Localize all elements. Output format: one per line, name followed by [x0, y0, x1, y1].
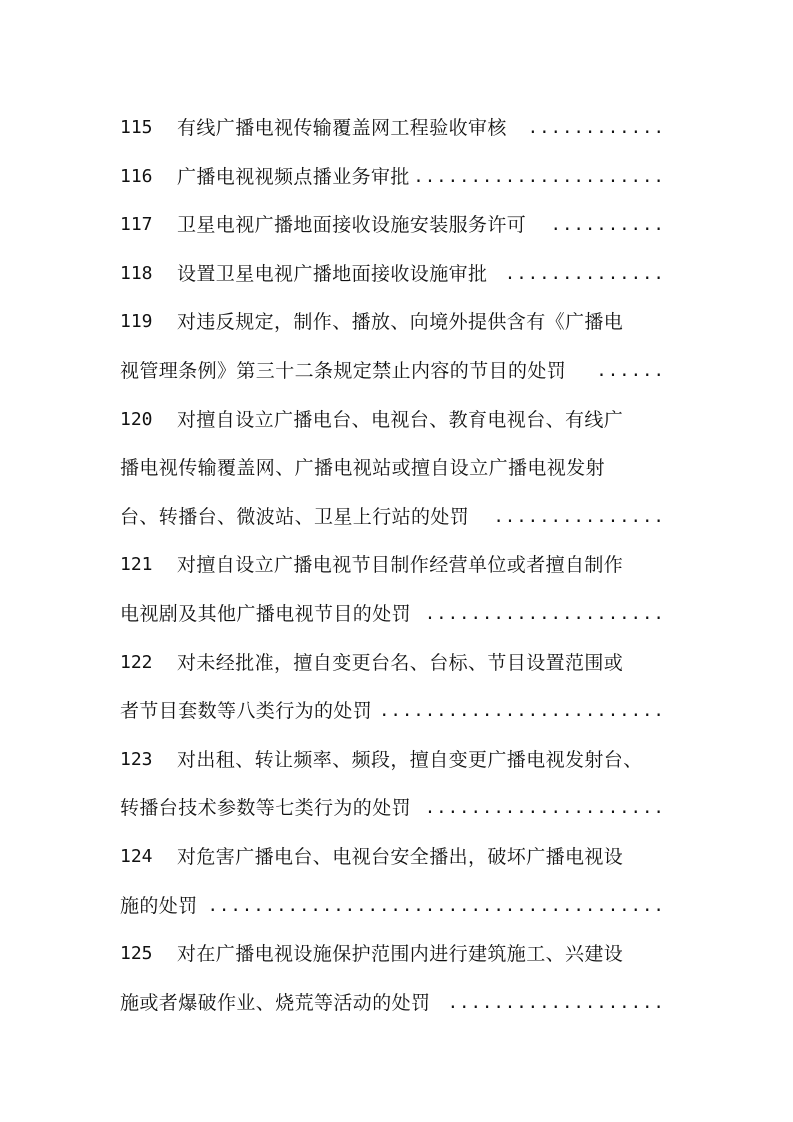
- toc-entry-117[interactable]: [120, 205, 665, 254]
- toc-entry-120-cont[interactable]: [120, 448, 665, 497]
- entry-title-line-1: 对危害广播电台、电视台安全播出，破坏广播电视设: [177, 845, 624, 868]
- toc-entry-121-cont[interactable]: [120, 594, 665, 643]
- toc-entry-119-cont[interactable]: [120, 351, 665, 400]
- entry-title-line-3: 台、转播台、微波站、卫星上行站的处罚: [120, 505, 470, 528]
- entry-number: 115: [120, 117, 153, 138]
- entry-number: 123: [120, 748, 153, 770]
- dot-leader: ......: [596, 360, 665, 381]
- entry-number: 117: [120, 214, 153, 236]
- toc-entry-118[interactable]: [120, 254, 665, 303]
- entry-title-line-2: 施或者爆破作业、烧荒等活动的处罚: [120, 991, 431, 1014]
- entry-title-line-2: 电视剧及其他广播电视节目的处罚: [120, 602, 412, 625]
- dot-leader: ......................: [413, 166, 665, 187]
- toc-entry-122-cont[interactable]: [120, 691, 665, 740]
- entry-title-line-2: 视管理条例》第三十二条规定禁止内容的节目的处罚: [120, 359, 567, 382]
- entry-title-line-1: 对在广播电视设施保护范围内进行建筑施工、兴建设: [177, 943, 624, 966]
- entry-title-line-2: 转播台技术参数等七类行为的处罚: [120, 797, 412, 820]
- entry-number: 116: [120, 165, 153, 187]
- dot-leader: ...............: [493, 506, 665, 527]
- dot-leader: .....................: [424, 798, 665, 819]
- entry-number: 125: [120, 943, 153, 965]
- entry-title: 广播电视视频点播业务审批: [177, 165, 410, 188]
- toc-entry-123[interactable]: [120, 740, 665, 789]
- entry-title-line-1: 对未经批准，擅自变更台名、台标、节目设置范围或: [177, 651, 624, 674]
- toc-entry-120[interactable]: [120, 400, 665, 449]
- toc-entry-123-cont[interactable]: [120, 788, 665, 837]
- toc-entry-124-cont[interactable]: [120, 886, 665, 935]
- entry-number: 124: [120, 845, 153, 867]
- dot-leader: ........................................: [207, 895, 665, 916]
- entry-title-line-2: 施的处罚: [120, 894, 198, 917]
- toc-entry-115[interactable]: [120, 108, 665, 157]
- dot-leader: ..............: [504, 263, 665, 284]
- toc-entry-122[interactable]: [120, 643, 665, 692]
- entry-title-line-1: 对擅自设立广播电视节目制作经营单位或者擅自制作: [177, 554, 624, 577]
- entry-title-line-1: 对擅自设立广播电台、电视台、教育电视台、有线广: [177, 408, 624, 431]
- toc-entry-125[interactable]: [120, 934, 665, 983]
- dot-leader: .....................: [424, 603, 665, 624]
- entry-number: 122: [120, 651, 153, 673]
- toc-entry-125-cont[interactable]: [120, 983, 665, 1032]
- entry-title-line-1: 对违反规定，制作、播放、向境外提供含有《广播电: [177, 311, 624, 334]
- entry-title: 设置卫星电视广播地面接收设施审批: [177, 262, 488, 285]
- entry-title: 卫星电视广播地面接收设施安装服务许可: [177, 214, 527, 237]
- dot-leader: .........................: [379, 701, 665, 722]
- toc-entry-119[interactable]: [120, 302, 665, 351]
- table-of-contents: [120, 108, 665, 1031]
- toc-entry-120-cont-2[interactable]: [120, 497, 665, 546]
- entry-title-line-1: 对出租、转让频率、频段，擅自变更广播电视发射台、: [177, 748, 643, 771]
- dot-leader: ...................: [447, 992, 665, 1013]
- entry-number: 118: [120, 262, 153, 284]
- entry-title: 有线广播电视传输覆盖网工程验收审核: [177, 117, 507, 139]
- toc-entry-124[interactable]: [120, 837, 665, 886]
- dot-leader: ..........: [550, 215, 665, 236]
- dot-leader: ............: [527, 118, 665, 138]
- toc-entry-116[interactable]: [120, 157, 665, 206]
- toc-entry-121[interactable]: [120, 545, 665, 594]
- entry-title-line-2: 播电视传输覆盖网、广播电视站或擅自设立广播电视发射: [120, 457, 606, 480]
- entry-number: 119: [120, 311, 153, 333]
- entry-title-line-2: 者节目套数等八类行为的处罚: [120, 700, 373, 723]
- entry-number: 120: [120, 408, 153, 430]
- entry-number: 121: [120, 554, 153, 576]
